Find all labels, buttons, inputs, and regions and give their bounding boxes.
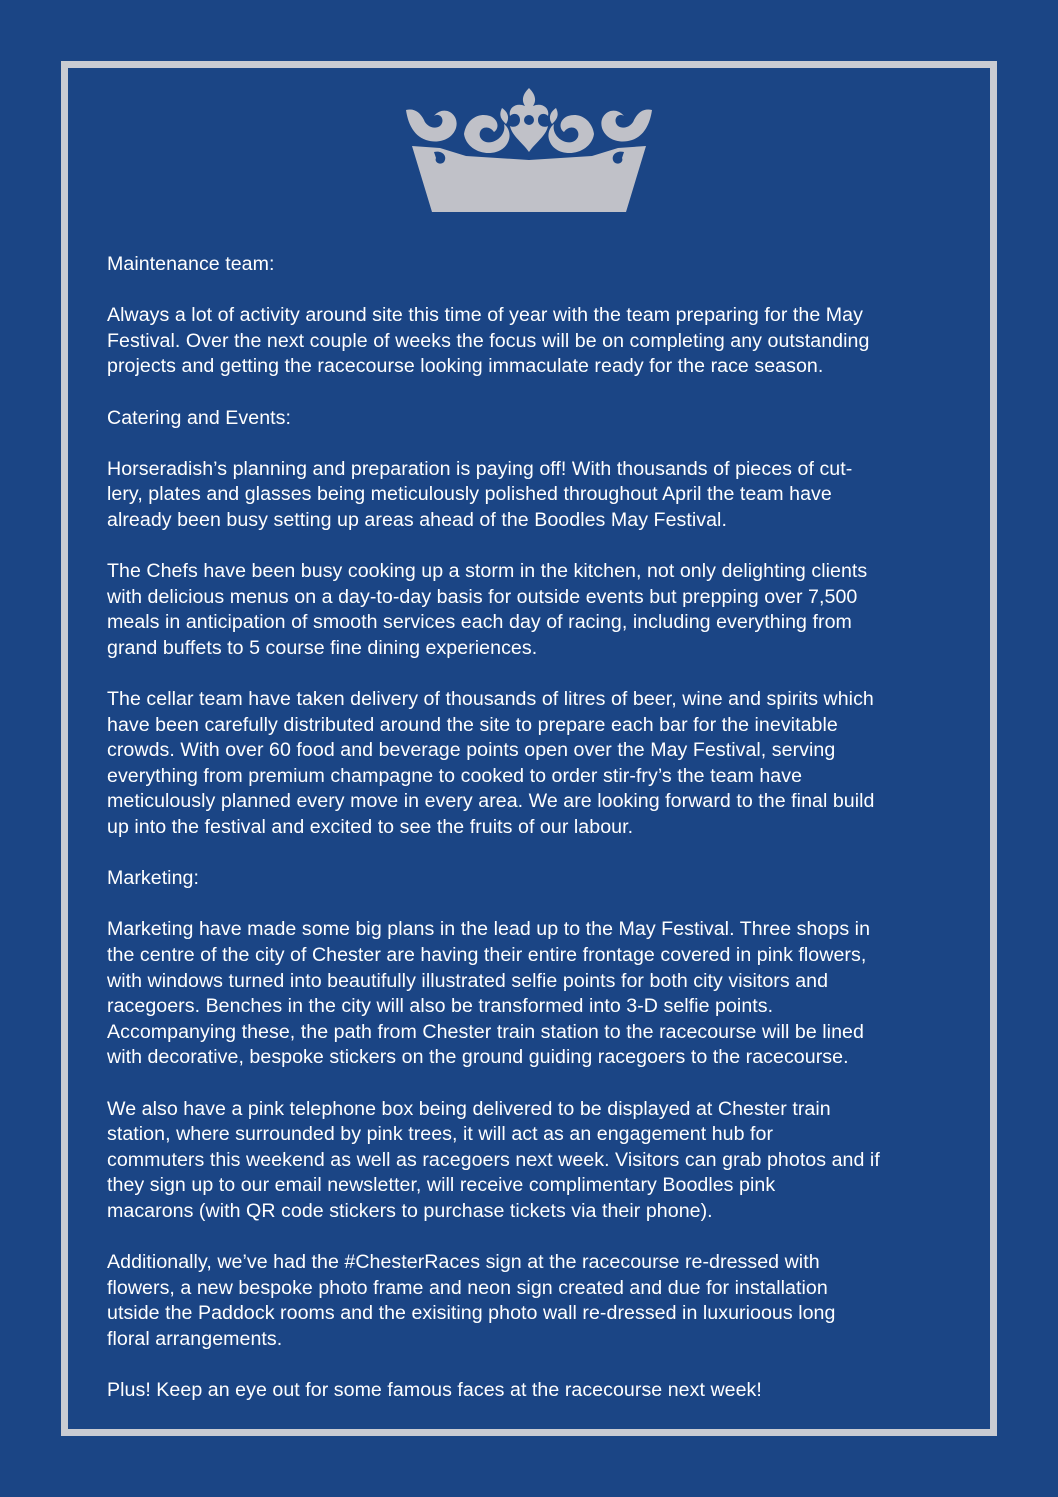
crown-icon	[404, 86, 654, 214]
catering-paragraph-preparation: Horseradish’s planning and preparation is paying off! With thousands of pieces of cut- lery, plates and glasses being meticulously polished throughout April the team have already been busy setting up areas ahead of the Boodles May Festival.	[107, 457, 853, 531]
closing-line: Plus! Keep an eye out for some famous faces at the racecourse next week!	[107, 1379, 762, 1402]
marketing-paragraph-telephone-box: We also have a pink telephone box being delivered to be displayed at Chester train station, where surrounded by pink trees, it will act as an engagement hub for commuters this weekend as well as racegoers next week. Visitors can grab photos and if they sign up to our email newsletter, will receive complimentary Boodles pink macarons (with QR code stickers to purchase tickets via their phone).	[107, 1097, 880, 1222]
maintenance-paragraph: Always a lot of activity around site this time of year with the team preparing for the May Festival. Over the next couple of weeks the focus will be on completing any outstanding projects and getting the racecourse looking immaculate ready for the race season.	[107, 304, 870, 378]
newsletter-body	[107, 252, 967, 1404]
catering-paragraph-chefs: The Chefs have been busy cooking up a storm in the kitchen, not only delighting clients with delicious menus on a day-to-day basis for outside events but prepping over 7,500 meals in anticipation of smooth services each day of racing, including everything from grand buffets to 5 course fine dining experiences.	[107, 560, 868, 659]
section-heading-maintenance: Maintenance team:	[107, 253, 275, 275]
catering-paragraph-cellar: The cellar team have taken delivery of thousands of litres of beer, wine and spirits which have been carefully distributed around the site to prepare each bar for the inevitable crowds. With over 60 food and beverage points open over the May Festival, serving everything from premium champagne to cooked to order stir-fry’s the team have meticulously planned every move in every area. We are looking forward to the final build up into the festival and excited to see the fruits of our labour.	[107, 688, 875, 839]
section-heading-marketing: Marketing:	[107, 867, 199, 890]
section-heading-catering-events: Catering and Events:	[107, 406, 291, 429]
marketing-paragraph-sign: Additionally, we’ve had the #ChesterRaces sign at the racecourse re-dressed with flowers, a new bespoke photo frame and neon sign created and due for installation utside the Paddock rooms and the exisiting photo wall re-dressed in luxurioous long floral arrangements.	[107, 1251, 836, 1350]
marketing-paragraph-shops: Marketing have made some big plans in the lead up to the May Festival. Three shops in the centre of the city of Chester are having their entire frontage covered in pink flowers, with windows turned into beautifully illustrated selfie points for both city visitors and racegoers. Benches in the city will also be transformed into 3-D selfie points. Accompanying these, the path from Chester train station to the racecourse will be lined with decorative, bespoke stickers on the ground guiding racegoers to the racecourse.	[107, 918, 871, 1069]
